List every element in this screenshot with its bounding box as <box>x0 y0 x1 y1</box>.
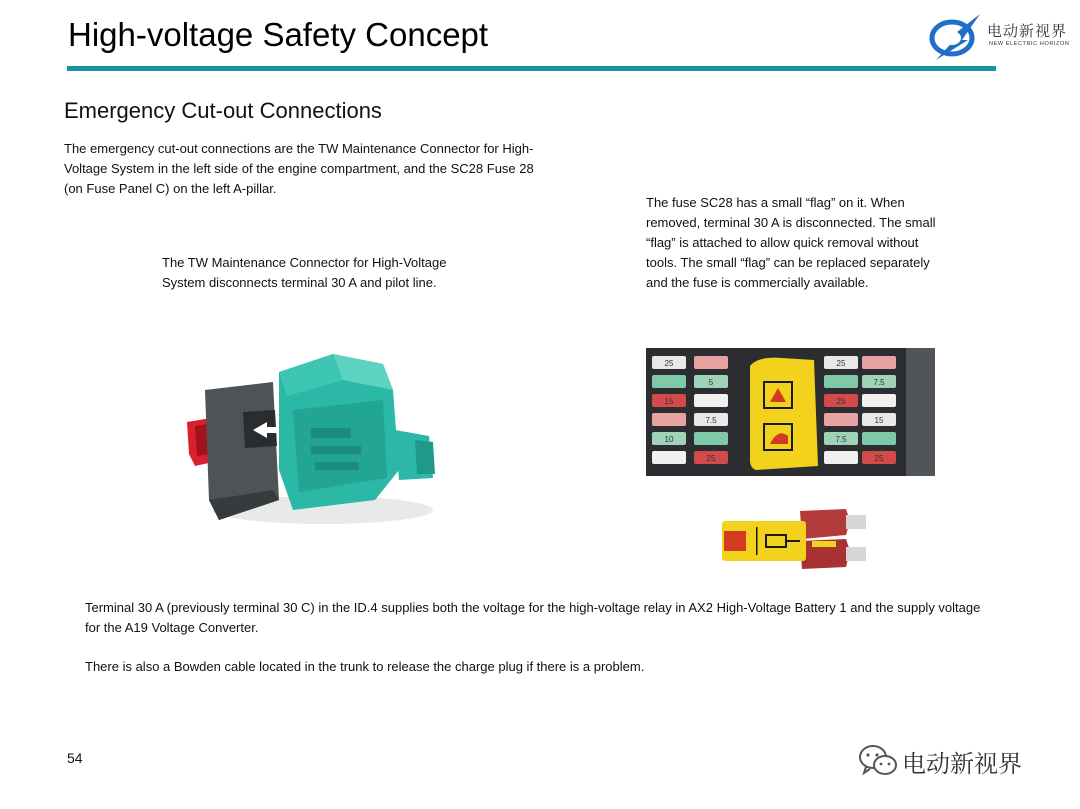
fuse-label: 25 <box>664 359 674 368</box>
fuse-label: 25 <box>706 454 716 463</box>
fuse-caption: The fuse SC28 has a small “flag” on it. When removed, terminal 30 A is disconnected. The small “flag” is attached to allow quick removal without tools. The small “flag” can be replaced separately and the fuse is commercially available. <box>646 195 936 290</box>
maintenance-connector-image <box>183 350 443 530</box>
page-number: 54 <box>67 750 83 766</box>
fuse-label: 7.5 <box>835 435 847 444</box>
fuse-label: 10 <box>664 435 674 444</box>
section-title: Emergency Cut-out Connections <box>64 98 382 123</box>
fuse <box>694 356 728 369</box>
fuse-label: 7.5 <box>873 378 885 387</box>
fuse-label: 25 <box>874 454 884 463</box>
fuse-label: 15 <box>664 397 674 406</box>
logo-text: 电动新视界 <box>987 23 1068 40</box>
fuse-label: 25 <box>836 397 846 406</box>
logo-emblem-icon <box>928 10 988 62</box>
fuse-label: 15 <box>874 416 884 425</box>
fuse <box>824 375 858 388</box>
fuse-label: 5 <box>708 378 714 387</box>
footer-brand: 电动新视界 <box>902 751 1022 778</box>
fuse-with-flag-image <box>720 505 870 575</box>
fuse <box>824 413 858 426</box>
connector-caption: The TW Maintenance Connector for High-Voltage System disconnects terminal 30 A and pilot line. <box>162 255 447 290</box>
wechat-icon <box>858 743 898 779</box>
logo-subtext: NEW ELECTRIC HORIZON <box>989 41 1070 47</box>
title-divider <box>67 66 996 71</box>
fuse <box>862 432 896 445</box>
fuse <box>694 394 728 407</box>
fuse-label: 25 <box>836 359 846 368</box>
fuse-label: 7.5 <box>705 416 717 425</box>
intro-paragraph: The emergency cut-out connections are the TW Maintenance Connector for High-Voltage System in the left side of the engine compartment, and the SC28 Fuse 28 (on Fuse Panel C) on the left A-pillar. <box>64 141 534 196</box>
page-title: High-voltage Safety Concept <box>68 16 489 53</box>
fuse <box>862 356 896 369</box>
fuse <box>652 413 686 426</box>
fuse <box>652 451 686 464</box>
terminal-note: Terminal 30 A (previously terminal 30 C) in the ID.4 supplies both the voltage for the high-voltage relay in AX2 High-Voltage Battery 1 and the supply voltage for the A19 Voltage Converter. <box>85 600 981 635</box>
fuse <box>694 432 728 445</box>
fuse <box>652 375 686 388</box>
fuse <box>824 451 858 464</box>
fuse-panel-photo <box>646 348 935 476</box>
fuse <box>862 394 896 407</box>
bowden-note: There is also a Bowden cable located in the trunk to release the charge plug if there is a problem. <box>85 659 645 674</box>
